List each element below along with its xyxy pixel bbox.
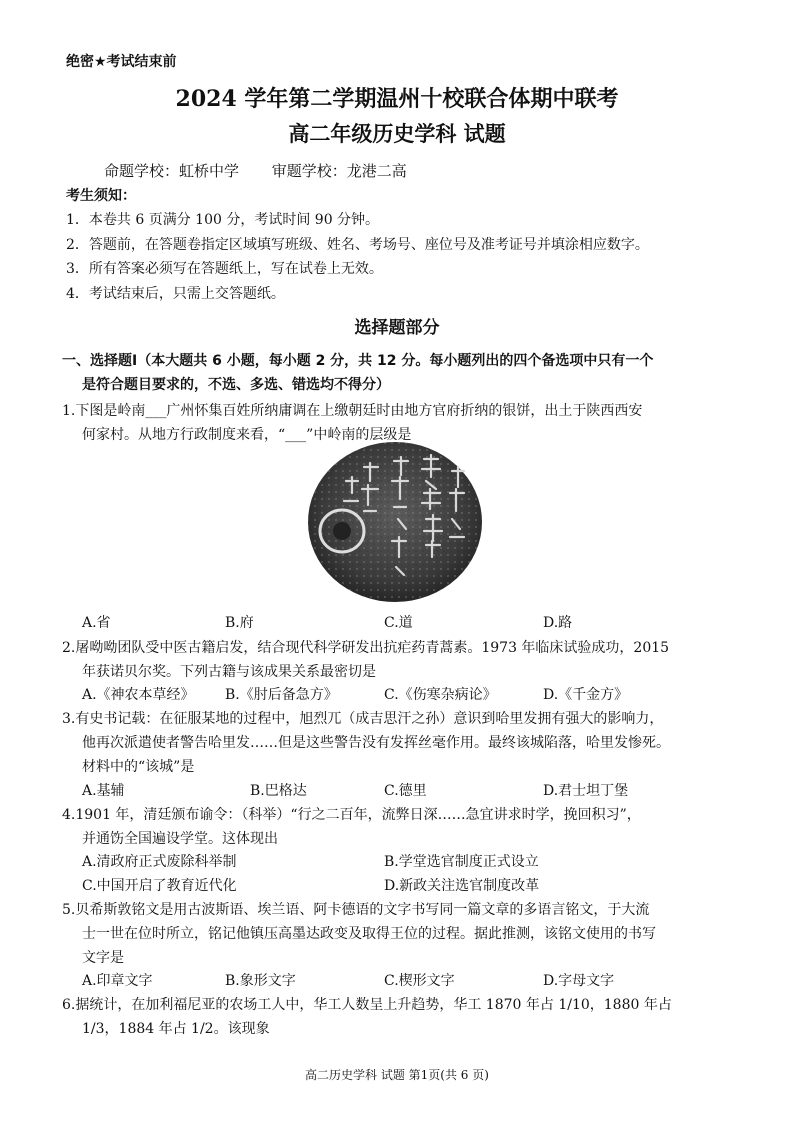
question-3-line2: 他再次派遣使者警告哈里发……但是这些警告没有发挥丝毫作用。最终该城陷落，哈里发惨死。 [82,735,670,751]
notice-heading: 考生须知： [66,188,136,204]
q2-option-a: A.《神农本草经》 [82,687,195,703]
question-1-line2: 何家村。从地方行政制度来看，“___”中岭南的层级是 [82,427,412,443]
question-4-line1: 4.1901 年，清廷颁布谕令：（科举）“行之二百年，流弊日深……急宜讲求时学，挽回积习”， [62,807,641,823]
q4-option-d: D.新政关注选官制度改革 [384,878,540,894]
question-5-line1: 5.贝希斯敦铭文是用古波斯语、埃兰语、阿卡德语的文字书写同一篇文章的多语言铭文，于大流 [62,902,650,918]
q2-option-c: C.《伤寒杂病论》 [384,687,497,703]
q3-option-d: D.君士坦丁堡 [543,783,629,799]
setter-school: 命题学校：虹桥中学 [104,162,240,180]
notice-item: 3．所有答案必须写在答题纸上，写在试卷上无效。 [66,261,383,277]
part-instruction-line1: 一、选择题Ⅰ（本大题共 6 小题，每小题 2 分，共 12 分。每小题列出的四个备选项中只有一个 [62,353,654,369]
exam-title: 2024 学年第二学期温州十校联合体期中联考 [175,86,619,112]
q2-option-b: B.《肘后备急方》 [225,687,338,703]
silver-cake-rubbing-icon [306,441,484,603]
section-title: 选择题部分 [354,318,440,338]
q1-option-c: C.道 [384,615,413,631]
q4-option-a: A.清政府正式废除科举制 [82,854,237,870]
question-1-line1: 1.下图是岭南___广州怀集百姓所纳庸调在上缴朝廷时由地方官府折纳的银饼，出土于陕西西安 [62,403,643,419]
q1-option-b: B.府 [225,615,254,631]
question-2-line2: 年获诺贝尔奖。下列古籍与该成果关系最密切是 [82,664,376,680]
question-4-line2: 并通饬全国遍设学堂。这体现出 [82,831,278,847]
q3-option-b: B.巴格达 [250,783,307,799]
notice-item: 4．考试结束后，只需上交答题纸。 [66,286,285,302]
q5-option-d: D.字母文字 [543,973,615,989]
notice-item: 2．答题前，在答题卷指定区域填写班级、姓名、考场号、座位号及准考证号并填涂相应数字。 [66,237,649,253]
q1-option-d: D.路 [543,615,573,631]
exam-subtitle: 高二年级历史学科 试题 [288,121,506,146]
q5-option-b: B.象形文字 [225,973,296,989]
notice-item: 1．本卷共 6 页满分 100 分，考试时间 90 分钟。 [66,212,380,228]
q4-option-b: B.学堂选官制度正式设立 [384,854,539,870]
reviewer-school: 审题学校：龙港二高 [271,162,407,180]
question-6-line2: 1/3，1884 年占 1/2。该现象 [82,1021,270,1037]
q3-option-c: C.德里 [384,783,427,799]
q5-option-c: C.楔形文字 [384,973,455,989]
q2-option-d: D.《千金方》 [543,687,629,703]
silver-cake-image [306,441,484,603]
question-3-line3: 材料中的“该城”是 [82,759,195,775]
question-6-line1: 6.据统计，在加利福尼亚的农场工人中，华工人数呈上升趋势，华工 1870 年占 1/10，1880 年占 [62,997,672,1013]
secret-mark: 绝密★考试结束前 [66,54,177,70]
question-2-line1: 2.屠呦呦团队受中医古籍启发，结合现代科学研发出抗疟药青蒿素。1973 年临床试验成功，2015 [62,640,670,656]
q3-option-a: A.基辅 [82,783,125,799]
question-5-line2: 士一世在位时所立，铭记他镇压高墨达政变及取得王位的过程。据此推测，该铭文使用的书写 [82,926,656,942]
question-5-line3: 文字是 [82,950,124,966]
q5-option-a: A.印章文字 [82,973,153,989]
question-3-line1: 3.有史书记载：在征服某地的过程中，旭烈兀（成吉思汗之孙）意识到哈里发拥有强大的影响力， [62,711,664,727]
school-info [104,160,435,181]
page-footer: 高二历史学科 试题 第1页(共 6 页) [305,1068,489,1082]
part-instruction-line2: 是符合题目要求的，不选、多选、错选均不得分） [82,377,390,393]
q1-option-a: A.省 [82,615,111,631]
q4-option-c: C.中国开启了教育近代化 [82,878,237,894]
